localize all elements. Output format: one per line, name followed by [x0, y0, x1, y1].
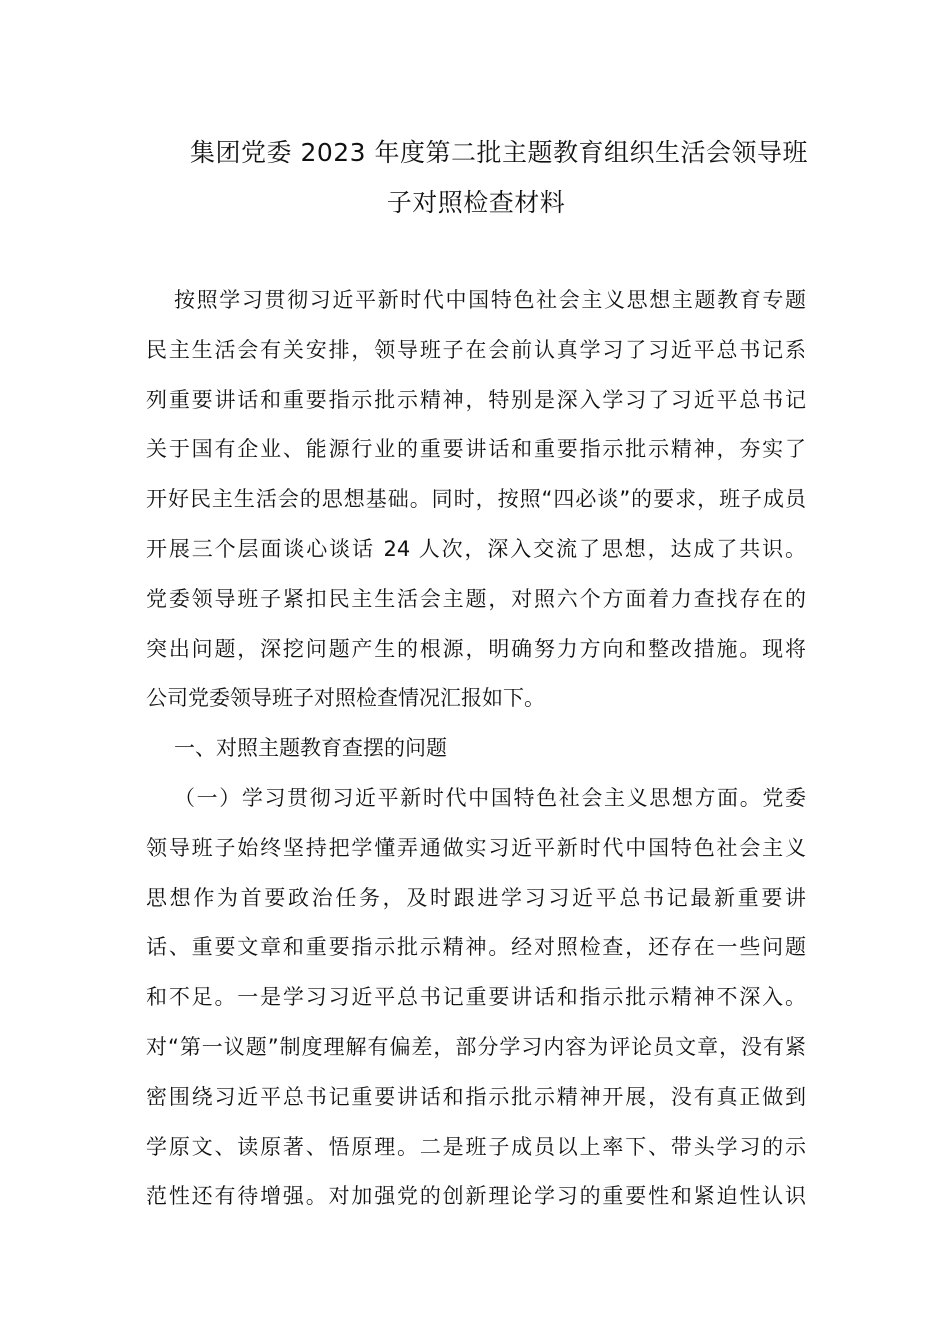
body-line-1: 按照学习贯彻习近平新时代中国特色社会主义思想主题教育专题 — [174, 288, 806, 312]
body-line-2: 民主生活会有关安排，领导班子在会前认真学习了习近平总书记系 — [146, 337, 806, 362]
body-line-17: 密围绕习近平总书记重要讲话和指示批示精神开展，没有真正做到 — [146, 1084, 806, 1109]
document-body — [146, 276, 806, 1222]
body-line-16: 对“第一议题”制度理解有偏差，部分学习内容为评论员文章，没有紧 — [146, 1034, 806, 1059]
body-line-18: 学原文、读原著、悟原理。二是班子成员以上率下、带头学习的示 — [146, 1134, 806, 1159]
body-line-8: 突出问题，深挖问题产生的根源，明确努力方向和整改措施。现将 — [146, 636, 806, 661]
document-title — [146, 128, 809, 228]
title-line-2: 子对照检查材料 — [386, 188, 566, 217]
body-line-7: 党委领导班子紧扣民主生活会主题，对照六个方面着力查找存在的 — [146, 586, 806, 611]
body-line-6: 开展三个层面谈心谈话 24 人次，深入交流了思想，达成了共识。 — [146, 536, 806, 561]
body-line-3: 列重要讲话和重要指示批示精神，特别是深入学习了习近平总书记 — [146, 387, 806, 412]
body-line-15: 和不足。一是学习习近平总书记重要讲话和指示批示精神不深入。 — [146, 985, 806, 1010]
body-line-19: 范性还有待增强。对加强党的创新理论学习的重要性和紧迫性认识 — [146, 1184, 806, 1209]
body-line-5: 开好民主生活会的思想基础。同时，按照“四必谈”的要求，班子成员 — [146, 487, 806, 512]
body-line-4: 关于国有企业、能源行业的重要讲话和重要指示批示精神，夯实了 — [146, 437, 806, 462]
body-line-13: 思想作为首要政治任务，及时跟进学习习近平总书记最新重要讲 — [146, 885, 806, 910]
body-line-11: （一）学习贯彻习近平新时代中国特色社会主义思想方面。党委 — [174, 785, 806, 810]
title-line-1: 集团党委 2023 年度第二批主题教育组织生活会领导班 — [190, 138, 809, 167]
body-line-12: 领导班子始终坚持把学懂弄通做实习近平新时代中国特色社会主义 — [146, 835, 806, 860]
section-heading: 一、对照主题教育查摆的问题 — [174, 736, 447, 761]
body-line-9: 公司党委领导班子对照检查情况汇报如下。 — [146, 686, 545, 711]
body-line-14: 话、重要文章和重要指示批示精神。经对照检查，还存在一些问题 — [146, 935, 806, 960]
